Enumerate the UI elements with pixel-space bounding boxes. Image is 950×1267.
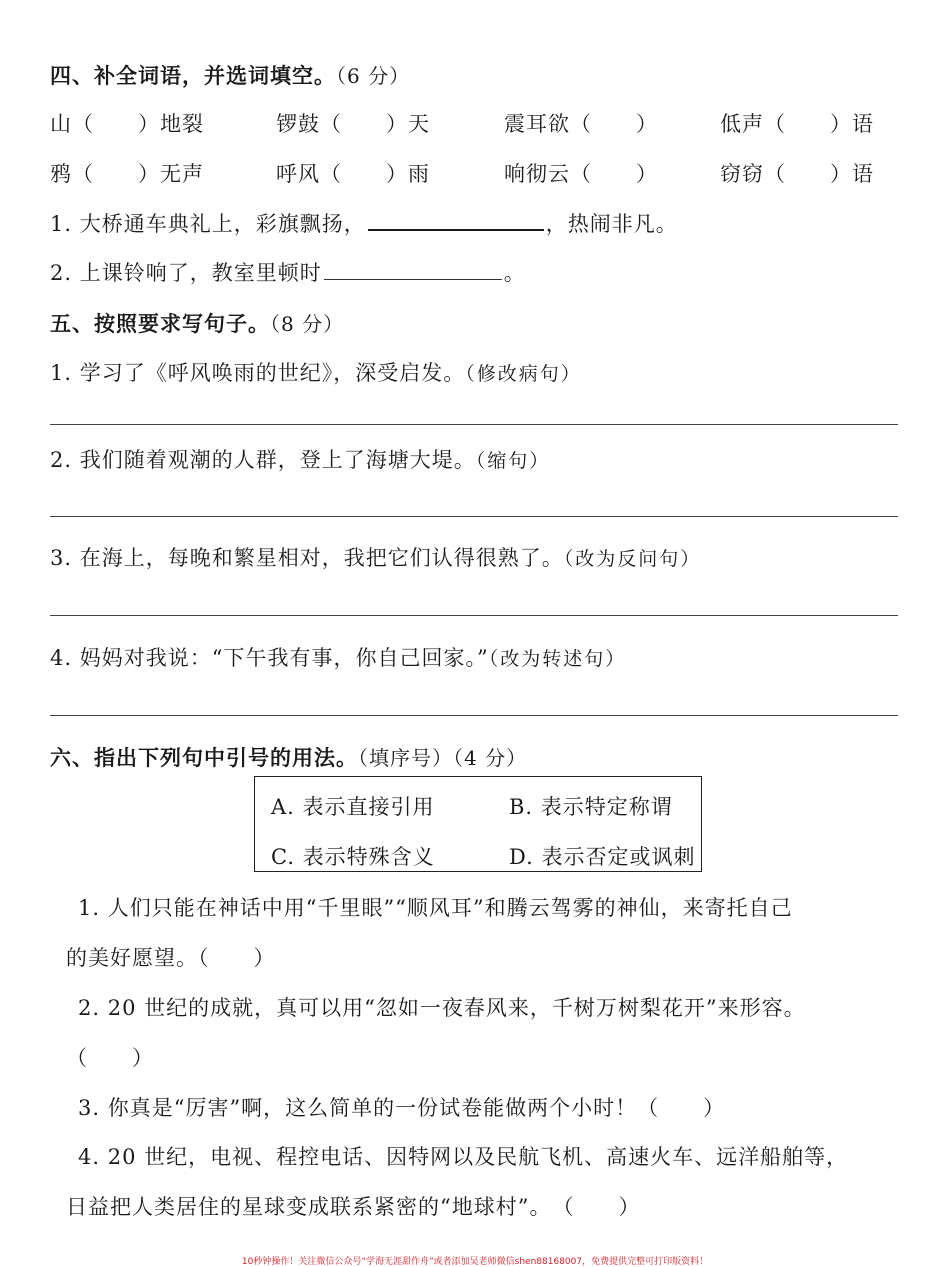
answer-blank[interactable] (324, 259, 502, 280)
fill-question-2-start: 2. 上课铃响了，教室里顿时 (50, 261, 322, 285)
section4-heading (50, 60, 410, 90)
rewrite-question (50, 444, 550, 474)
option-d: D. 表示否定或讽刺 (509, 845, 696, 869)
word-blank: 低声（ ）语 (720, 112, 874, 136)
option-a: A. 表示直接引用 (271, 795, 435, 819)
word-blank: 呼风（ ）雨 (276, 162, 430, 186)
rewrite-question (50, 357, 582, 387)
answer-line[interactable] (50, 424, 898, 425)
option-c: C. 表示特殊含义 (271, 845, 435, 869)
quote-question-line: 日益把人类居住的星球变成联系紧密的“地球村”。 （ ） (66, 1195, 641, 1219)
quote-question-line: 3. 你真是“厉害”啊，这么简单的一份试卷能做两个小时！（ ） (78, 1096, 726, 1120)
quote-question-line: 的美好愿望。（ ） (66, 946, 276, 970)
word-blank: 窃窃（ ）语 (720, 162, 874, 186)
rewrite-question (50, 642, 626, 672)
quote-question-line: （ ） (66, 1046, 154, 1070)
word-blank: 响彻云（ ） (504, 162, 658, 186)
fill-question-1 (50, 208, 678, 238)
section6-title: 六、指出下列句中引号的用法。 (50, 746, 358, 770)
quote-question-line: 4. 20 世纪，电视、程控电话、因特网以及民航飞机、高速火车、远洋船舶等， (78, 1145, 849, 1169)
fill-question-1-start: 1. 大桥通车典礼上，彩旗飘扬， (50, 212, 366, 236)
quote-question-line: 1. 人们只能在神话中用“千里眼”“顺风耳”和腾云驾雾的神仙，来寄托自己 (78, 896, 793, 920)
fill-question-2-end: 。 (503, 261, 526, 285)
answer-line[interactable] (50, 615, 898, 616)
word-blank: 鸦（ ）无声 (50, 162, 204, 186)
section6-points: （填序号）（4 分） (358, 746, 528, 770)
answer-line[interactable] (50, 715, 898, 716)
section5-points: （8 分） (270, 312, 345, 336)
word-blank: 锣鼓（ ）天 (276, 112, 430, 136)
rewrite-question-note: （改为反问句） (563, 548, 702, 570)
quote-question-line: 2. 20 世纪的成就，真可以用“忽如一夜春风来，千树万树梨花开”来形容。 (78, 996, 806, 1020)
rewrite-question-text: 3. 在海上，每晚和繁星相对，我把它们认得很熟了。 (50, 546, 564, 570)
section4-title: 四、补全词语，并选词填空。 (50, 64, 336, 88)
rewrite-question-note: （缩句） (475, 450, 551, 472)
answer-blank[interactable] (368, 209, 544, 231)
fill-question-2 (50, 257, 526, 287)
section4-points: （6 分） (336, 64, 411, 88)
rewrite-question-note: （修改病句） (465, 363, 582, 385)
word-blank: 山（ ）地裂 (50, 112, 204, 136)
section6-heading (50, 742, 527, 772)
word-blank: 震耳欲（ ） (504, 112, 658, 136)
footer-promo-text: 10秒钟操作！关注微信公众号“学海无涯甜作舟”或者添加吴老师微信shen88168007，免费提供完整可打印版资料！ (241, 1257, 709, 1267)
fill-question-1-end: ，热闹非凡。 (545, 212, 678, 236)
section5-heading (50, 308, 344, 338)
answer-line[interactable] (50, 516, 898, 517)
rewrite-question-text: 2. 我们随着观潮的人群，登上了海塘大堤。 (50, 448, 476, 472)
rewrite-question (50, 542, 701, 572)
rewrite-question-note: （改为转述句） (488, 648, 627, 670)
section5-title: 五、按照要求写句子。 (50, 312, 270, 336)
options-box (254, 776, 702, 872)
option-b: B. 表示特定称谓 (509, 795, 673, 819)
rewrite-question-text: 1. 学习了《呼风唤雨的世纪》，深受启发。 (50, 361, 466, 385)
rewrite-question-text: 4. 妈妈对我说：“下午我有事，你自己回家。” (50, 646, 489, 670)
